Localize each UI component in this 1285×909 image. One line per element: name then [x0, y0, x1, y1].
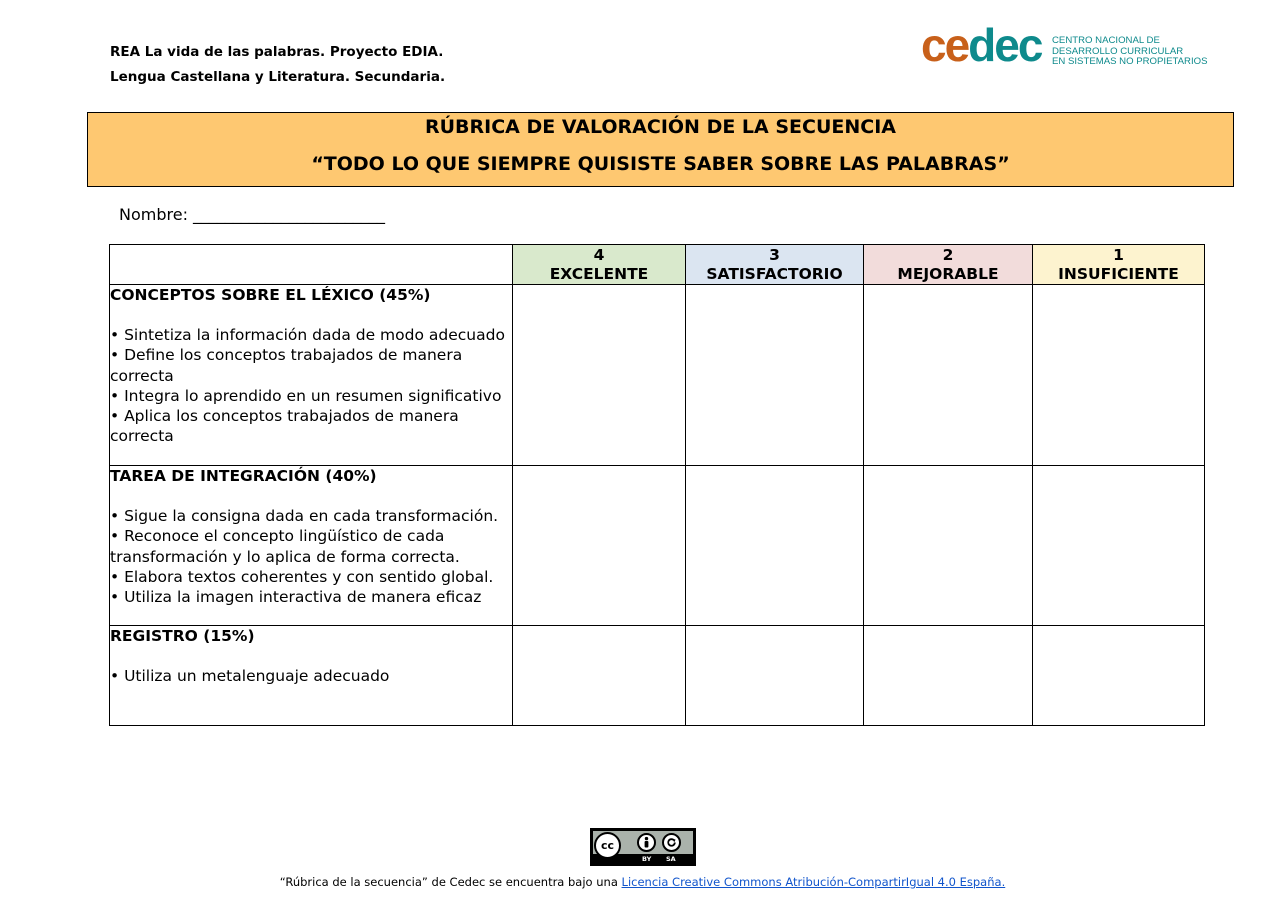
table-row [110, 466, 1205, 626]
level-header-mejorable [864, 245, 1033, 285]
rubric-subtitle: “TODO LO QUE SIEMPRE QUISISTE SABER SOBRE LAS PALABRAS” [311, 153, 1010, 175]
share-alike-icon [662, 833, 681, 852]
license-footer [0, 875, 1285, 889]
level-score: 2 [942, 246, 954, 264]
person-icon [637, 833, 656, 852]
level-score: 4 [593, 246, 605, 264]
criterion-cell [110, 626, 513, 726]
level-label: MEJORABLE [897, 265, 999, 283]
license-link[interactable]: Licencia Creative Commons Atribución-CompartirIgual 4.0 España. [621, 875, 1006, 889]
rubric-header-row [110, 245, 1205, 285]
cc-icon: cc [594, 832, 621, 859]
table-row [110, 285, 1205, 466]
logo-tagline-line: DESARROLLO CURRICULAR [1052, 45, 1184, 57]
criterion-item: • Utiliza la imagen interactiva de manera eficaz [110, 588, 482, 607]
logo-tagline-line: EN SISTEMAS NO PROPIETARIOS [1052, 56, 1208, 68]
criterion-item: • Sintetiza la información dada de modo adecuado [110, 326, 505, 345]
criterion-cell [110, 466, 513, 626]
logo-ce: ce [921, 19, 969, 71]
criterion-item: • Elabora textos coherentes y con sentido global. [110, 567, 494, 586]
level-score: 3 [769, 246, 780, 264]
cc-by-sa-badge[interactable] [590, 828, 696, 866]
criterion-item: • Aplica los conceptos trabajados de manera correcta [110, 407, 459, 446]
rubric-title: RÚBRICA DE VALORACIÓN DE LA SECUENCIA [424, 116, 896, 138]
header-project-title: REA La vida de las palabras. Proyecto EDIA. [110, 44, 444, 60]
score-cell-mejorable[interactable] [864, 626, 1033, 726]
header-subject: Lengua Castellana y Literatura. Secundaria. [110, 69, 446, 85]
score-cell-satisfactorio[interactable] [686, 285, 864, 466]
score-cell-satisfactorio[interactable] [686, 626, 864, 726]
level-label: INSUFICIENTE [1058, 265, 1179, 283]
logo-dec: dec [968, 19, 1042, 71]
score-cell-insuficiente[interactable] [1033, 466, 1205, 626]
logo-tagline [1052, 36, 1212, 68]
rubric-title-box [87, 112, 1234, 187]
score-cell-excelente[interactable] [513, 626, 686, 726]
level-label: EXCELENTE [549, 265, 649, 283]
criterion-title: TAREA DE INTEGRACIÓN (40%) [110, 467, 377, 485]
level-header-insuficiente [1033, 245, 1205, 285]
student-name-field[interactable]: Nombre: ________________________ [119, 205, 386, 224]
logo-tagline-line: CENTRO NACIONAL DE [1052, 35, 1160, 46]
score-cell-satisfactorio[interactable] [686, 466, 864, 626]
score-cell-insuficiente[interactable] [1033, 285, 1205, 466]
score-cell-excelente[interactable] [513, 466, 686, 626]
level-header-satisfactorio [686, 245, 864, 285]
criterion-item: • Define los conceptos trabajados de manera correcta [110, 346, 463, 385]
logo-wordmark [921, 20, 1041, 70]
criterion-item: • Utiliza un metalenguaje adecuado [110, 667, 390, 686]
criterion-cell [110, 285, 513, 466]
rubric-corner-cell [110, 245, 513, 285]
level-label: SATISFACTORIO [706, 265, 843, 283]
sa-label: SA [666, 855, 676, 863]
criterion-item: • Reconoce el concepto lingüístico de cada transformación y lo aplica de forma correcta. [110, 527, 460, 566]
criterion-title: CONCEPTOS SOBRE EL LÉXICO (45%) [110, 286, 431, 304]
score-cell-mejorable[interactable] [864, 466, 1033, 626]
criterion-title: REGISTRO (15%) [110, 627, 255, 645]
score-cell-insuficiente[interactable] [1033, 626, 1205, 726]
criterion-item: • Sigue la consigna dada en cada transformación. [110, 507, 499, 526]
score-cell-excelente[interactable] [513, 285, 686, 466]
criterion-item: • Integra lo aprendido en un resumen significativo [110, 386, 502, 405]
score-cell-mejorable[interactable] [864, 285, 1033, 466]
license-text: “Rúbrica de la secuencia” de Cedec se encuentra bajo una [279, 875, 618, 889]
by-label: BY [642, 855, 652, 863]
level-header-excelente [513, 245, 686, 285]
level-score: 1 [1113, 246, 1124, 264]
table-row [110, 626, 1205, 726]
rubric-table [109, 244, 1205, 726]
